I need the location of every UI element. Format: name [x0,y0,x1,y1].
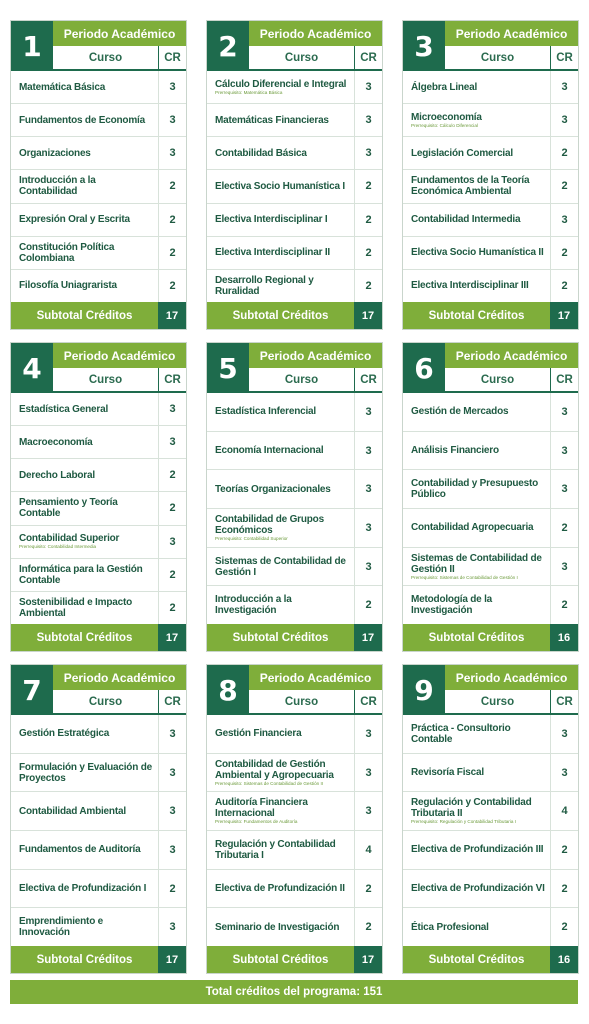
course-name: Pensamiento y Teoría Contable [19,497,118,520]
course-credits: 3 [158,104,186,136]
course-credits: 2 [354,270,382,302]
course-row [11,170,186,203]
course-row [403,104,578,137]
course-name: Macroeconomía [19,436,93,448]
course-credits: 2 [550,586,578,624]
program-total-credits: Total créditos del programa: 151 [10,980,578,1004]
course-row [11,792,186,831]
course-name: Organizaciones [19,147,91,159]
course-name: Estadística General [19,403,109,415]
course-name: Análisis Financiero [411,445,499,456]
period-header [11,21,186,71]
period-title: Periodo Académico [249,21,382,46]
course-credits: 2 [550,509,578,547]
subtotal-label: Subtotal Créditos [207,624,354,651]
subtotal-row [11,302,186,329]
course-name: Teorías Organizacionales [215,483,331,495]
course-name: Gestión de Mercados [411,406,509,418]
period-header [207,665,382,715]
column-header-credits: CR [354,46,382,69]
course-list [207,71,382,302]
course-credits: 3 [158,137,186,169]
course-row [207,393,382,432]
column-headers [249,690,382,715]
course-credits: 3 [158,426,186,458]
course-name: Filosofía Uniagrarista [19,280,117,292]
course-prerequisite: Prerrequisito: Contabilidad Superior [215,535,288,541]
course-credits: 3 [354,715,382,753]
course-credits: 3 [158,831,186,869]
period-header [403,21,578,71]
course-row [207,104,382,137]
course-name: Electiva Socio Humanística II [411,247,544,259]
period-header [403,343,578,393]
course-row [403,831,578,870]
subtotal-row [207,946,382,973]
course-credits: 3 [550,71,578,103]
course-credits: 3 [550,548,578,586]
subtotal-label: Subtotal Créditos [11,946,158,973]
period-number: 3 [403,21,445,71]
course-row [403,908,578,946]
course-credits: 3 [550,104,578,136]
course-name: Matemáticas Financieras [215,114,329,126]
course-row [403,792,578,831]
course-name: Álgebra Lineal [411,81,478,93]
course-credits: 2 [354,908,382,946]
course-row [207,509,382,548]
period-header [403,665,578,715]
course-row [11,71,186,104]
course-name: Informática para la Gestión Contable [19,563,143,586]
course-credits: 2 [550,270,578,302]
period-number: 1 [11,21,53,71]
course-name: Legislación Comercial [411,147,513,159]
course-row [11,137,186,170]
course-row [207,432,382,471]
column-header-course: Curso [284,373,319,386]
course-row [207,586,382,624]
period-number: 5 [207,343,249,393]
subtotal-value: 17 [158,624,186,651]
course-credits: 3 [354,432,382,470]
course-row [403,715,578,754]
course-credits: 3 [550,470,578,508]
course-row [403,432,578,471]
course-row [207,548,382,587]
course-name: Economía Internacional [215,445,324,456]
period-card-6 [402,342,579,652]
course-credits: 3 [550,393,578,431]
course-list [11,393,186,624]
subtotal-row [207,624,382,651]
course-credits: 3 [354,137,382,169]
course-name: Microeconomía [411,111,482,123]
course-row [207,71,382,104]
period-header [207,343,382,393]
course-row [403,137,578,170]
course-credits: 2 [550,137,578,169]
course-credits: 3 [354,754,382,792]
course-row [403,586,578,624]
course-name: Práctica - Consultorio Contable [411,722,511,745]
column-headers [53,368,186,393]
course-credits: 2 [550,908,578,946]
course-row [11,459,186,492]
period-title: Periodo Académico [445,665,578,690]
course-credits: 3 [550,754,578,792]
course-name: Introducción a la Investigación [215,594,292,617]
course-list [11,71,186,302]
course-name: Seminario de Investigación [215,921,340,933]
course-name: Auditoría Financiera Internacional [215,797,308,820]
course-row [403,71,578,104]
curriculum-grid [10,20,580,974]
column-headers [445,690,578,715]
course-list [11,715,186,946]
course-row [403,870,578,909]
course-name: Electiva Interdisciplinar III [411,280,529,292]
course-name: Electiva de Profundización I [19,883,147,895]
course-name: Contabilidad Intermedia [411,214,521,226]
course-row [11,426,186,459]
course-row [207,204,382,237]
course-row [11,526,186,559]
course-row [403,170,578,203]
course-credits: 2 [158,237,186,269]
course-credits: 3 [158,792,186,830]
course-credits: 2 [158,459,186,491]
column-header-credits: CR [158,46,186,69]
course-credits: 3 [354,470,382,508]
course-prerequisite: Prerrequisito: Sistemas de Contabilidad de Gestión I [411,574,518,580]
course-credits: 3 [354,792,382,830]
period-header [11,665,186,715]
course-name: Gestión Financiera [215,728,302,740]
course-row [207,270,382,302]
course-row [207,831,382,870]
course-row [403,509,578,548]
course-credits: 2 [550,170,578,202]
course-list [403,71,578,302]
course-name: Ética Profesional [411,921,489,933]
course-list [403,715,578,946]
course-credits: 3 [158,526,186,558]
course-row [11,237,186,270]
period-card-2 [206,20,383,330]
course-row [403,270,578,302]
course-name: Gestión Estratégica [19,728,110,740]
subtotal-label: Subtotal Créditos [403,946,550,973]
column-header-credits: CR [158,690,186,713]
subtotal-row [11,946,186,973]
course-name: Estadística Inferencial [215,406,317,418]
course-credits: 2 [158,170,186,202]
column-headers [53,46,186,71]
course-credits: 2 [354,586,382,624]
column-header-course: Curso [284,695,319,708]
course-name: Constitución Política Colombiana [19,241,115,264]
column-header-credits: CR [158,368,186,391]
course-row [11,592,186,624]
course-name: Expresión Oral y Escrita [19,214,130,226]
course-credits: 3 [550,432,578,470]
period-number: 7 [11,665,53,715]
course-credits: 3 [550,204,578,236]
course-name: Cálculo Diferencial e Integral [215,78,347,90]
course-list [403,393,578,624]
course-row [207,870,382,909]
course-name: Fundamentos de Economía [19,114,145,126]
course-credits: 2 [550,831,578,869]
course-row [11,393,186,426]
subtotal-row [207,302,382,329]
course-name: Electiva de Profundización III [411,844,544,856]
course-name: Fundamentos de la Teoría Económica Ambiental [411,175,530,198]
period-card-8 [206,664,383,974]
subtotal-row [403,624,578,651]
course-name: Matemática Básica [19,81,106,93]
column-header-course: Curso [88,695,123,708]
column-headers [249,368,382,393]
course-name: Electiva Interdisciplinar I [215,214,328,226]
course-row [11,270,186,302]
course-row [207,754,382,793]
subtotal-label: Subtotal Créditos [207,946,354,973]
period-header [11,343,186,393]
course-row [207,470,382,509]
subtotal-value: 16 [550,946,578,973]
course-row [403,548,578,587]
course-row [403,204,578,237]
course-name: Contabilidad Superior [19,533,120,545]
course-credits: 2 [354,870,382,908]
course-credits: 2 [158,592,186,624]
course-row [403,754,578,793]
course-row [207,237,382,270]
course-row [11,754,186,793]
course-name: Electiva Interdisciplinar II [215,247,331,259]
course-name: Contabilidad de Gestión Ambiental y Agropecuaria [215,758,334,781]
column-headers [445,46,578,71]
subtotal-row [403,302,578,329]
course-prerequisite: Prerrequisito: Contabilidad Intermedia [19,544,97,550]
course-list [207,393,382,624]
course-row [11,715,186,754]
subtotal-value: 17 [354,624,382,651]
period-title: Periodo Académico [53,343,186,368]
column-header-course: Curso [480,695,515,708]
period-title: Periodo Académico [53,21,186,46]
course-credits: 3 [354,548,382,586]
course-credits: 2 [354,237,382,269]
subtotal-label: Subtotal Créditos [403,624,550,651]
course-credits: 2 [354,204,382,236]
period-title: Periodo Académico [445,343,578,368]
period-header [207,21,382,71]
course-row [11,204,186,237]
course-name: Regulación y Contabilidad Tributaria I [215,838,336,861]
course-name: Sistemas de Contabilidad de Gestión II [411,552,542,575]
course-credits: 2 [158,270,186,302]
course-credits: 4 [550,792,578,830]
course-name: Sistemas de Contabilidad de Gestión I [215,555,346,578]
subtotal-label: Subtotal Créditos [403,302,550,329]
column-header-course: Curso [88,51,123,64]
course-row [207,170,382,203]
course-name: Introducción a la Contabilidad [19,175,96,198]
column-headers [53,690,186,715]
course-credits: 4 [354,831,382,869]
period-number: 8 [207,665,249,715]
course-name: Metodología de la Investigación [411,594,493,617]
course-credits: 2 [550,870,578,908]
period-title: Periodo Académico [249,665,382,690]
subtotal-value: 17 [158,946,186,973]
course-prerequisite: Prerrequisito: Sistemas de Contabilidad de Gestión II [215,780,324,786]
course-row [207,137,382,170]
course-name: Emprendimiento e Innovación [19,916,104,939]
course-name: Desarrollo Regional y Ruralidad [215,274,314,297]
period-number: 2 [207,21,249,71]
period-card-9 [402,664,579,974]
course-name: Derecho Laboral [19,469,95,481]
course-name: Revisoría Fiscal [411,767,484,778]
course-list [207,715,382,946]
column-header-credits: CR [550,690,578,713]
course-row [11,831,186,870]
period-title: Periodo Académico [445,21,578,46]
course-row [11,559,186,592]
period-card-1 [10,20,187,330]
course-name: Formulación y Evaluación de Proyectos [19,761,152,784]
course-row [11,870,186,909]
course-credits: 2 [158,559,186,591]
column-header-credits: CR [354,690,382,713]
course-row [11,104,186,137]
period-number: 6 [403,343,445,393]
course-name: Regulación y Contabilidad Tributaria II [411,797,532,820]
course-credits: 3 [354,393,382,431]
subtotal-label: Subtotal Créditos [11,302,158,329]
course-credits: 2 [550,237,578,269]
period-card-4 [10,342,187,652]
course-credits: 2 [158,204,186,236]
course-credits: 3 [158,754,186,792]
course-credits: 3 [550,715,578,753]
course-credits: 2 [354,170,382,202]
course-credits: 2 [158,870,186,908]
course-name: Contabilidad de Grupos Económicos [215,513,324,536]
column-header-course: Curso [284,51,319,64]
course-row [207,908,382,946]
subtotal-label: Subtotal Créditos [11,624,158,651]
course-credits: 3 [354,104,382,136]
column-header-credits: CR [354,368,382,391]
course-name: Electiva de Profundización II [215,883,345,895]
course-prerequisite: Prerrequisito: Regulación y Contabilidad Tributaria I [411,819,516,825]
course-credits: 3 [354,71,382,103]
course-credits: 3 [354,509,382,547]
subtotal-row [11,624,186,651]
subtotal-value: 16 [550,624,578,651]
course-name: Contabilidad y Presupuesto Público [411,478,539,501]
course-credits: 3 [158,715,186,753]
course-row [403,470,578,509]
column-headers [249,46,382,71]
course-credits: 3 [158,908,186,946]
course-prerequisite: Prerrequisito: Cálculo Diferencial [411,122,478,128]
course-row [11,908,186,946]
period-number: 9 [403,665,445,715]
course-row [207,715,382,754]
subtotal-value: 17 [354,946,382,973]
column-header-credits: CR [550,368,578,391]
course-name: Sostenibilidad e Impacto Ambiental [19,596,132,619]
column-header-course: Curso [88,373,123,386]
column-headers [445,368,578,393]
period-card-3 [402,20,579,330]
subtotal-value: 17 [158,302,186,329]
course-name: Fundamentos de Auditoría [19,844,141,856]
subtotal-label: Subtotal Créditos [207,302,354,329]
period-card-7 [10,664,187,974]
course-row [207,792,382,831]
course-row [11,492,186,525]
course-credits: 2 [158,492,186,524]
course-credits: 3 [158,71,186,103]
course-prerequisite: Prerrequisito: Fundamentos de Auditoría [215,819,298,825]
subtotal-value: 17 [354,302,382,329]
period-title: Periodo Académico [249,343,382,368]
period-card-5 [206,342,383,652]
course-name: Contabilidad Ambiental [19,805,126,817]
course-prerequisite: Prerrequisito: Matemática Básica [215,89,283,95]
column-header-course: Curso [480,51,515,64]
course-name: Contabilidad Agropecuaria [411,522,534,534]
course-name: Contabilidad Básica [215,147,307,159]
course-row [403,393,578,432]
subtotal-row [403,946,578,973]
period-number: 4 [11,343,53,393]
column-header-credits: CR [550,46,578,69]
period-title: Periodo Académico [53,665,186,690]
course-credits: 3 [158,393,186,425]
column-header-course: Curso [480,373,515,386]
course-row [403,237,578,270]
course-name: Electiva de Profundización VI [411,883,545,895]
subtotal-value: 17 [550,302,578,329]
course-name: Electiva Socio Humanística I [215,180,346,192]
